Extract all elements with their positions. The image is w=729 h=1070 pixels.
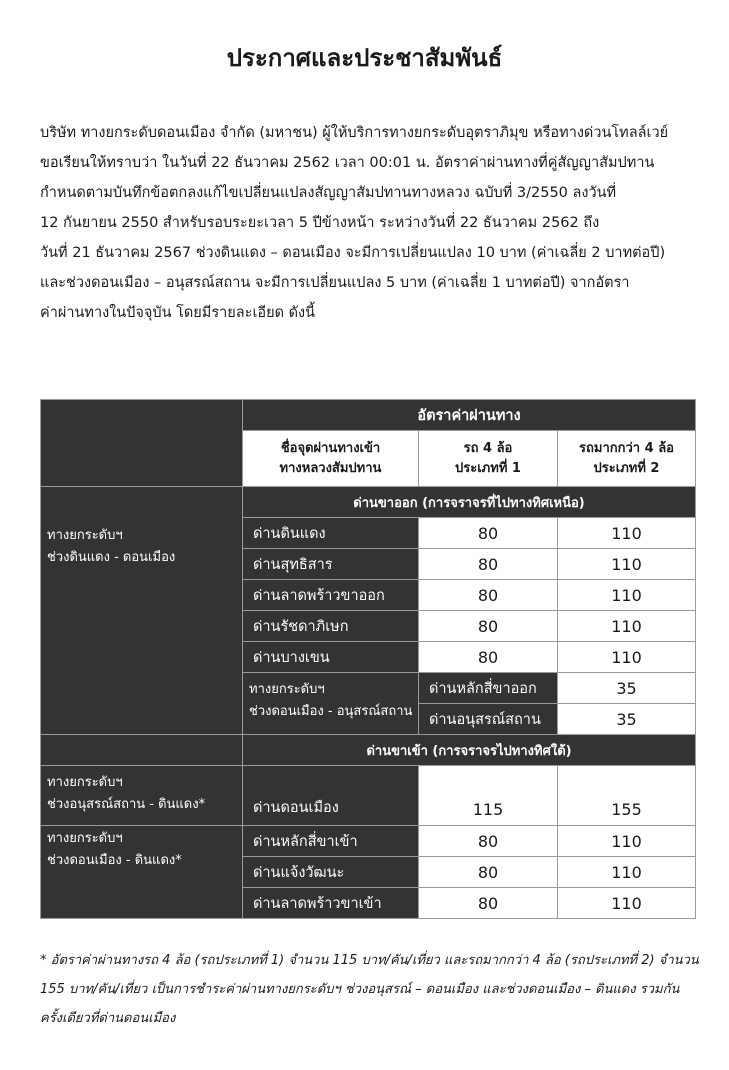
rate-car4: 80 xyxy=(419,549,558,580)
rate-car-over4: 110 xyxy=(558,518,696,549)
plaza-name: ด่านสุทธิสาร xyxy=(243,549,419,580)
rate-car-over4: 110 xyxy=(558,642,696,673)
section-outbound: ด่านขาออก (การจราจรที่ไปทางทิศเหนือ) xyxy=(243,487,696,518)
rate-car4: 80 xyxy=(419,642,558,673)
column-header-car-over4 xyxy=(558,431,696,487)
group-cell-donmueang-anusorn xyxy=(243,673,419,735)
rate-car-over4: 110 xyxy=(558,857,696,888)
page-title: ประกาศและประชาสัมพันธ์ xyxy=(226,44,503,72)
rate-car4: 80 xyxy=(419,611,558,642)
section-inbound: ด่านขาเข้า (การจราจรไปทางทิศใต้) xyxy=(243,735,696,766)
rate-car4: 80 xyxy=(419,857,558,888)
column-header-text: ชื่อจุดผ่านทางเข้า xyxy=(280,440,381,456)
rate-car4: 80 xyxy=(419,580,558,611)
group-cell-anusorn-dindaeng xyxy=(41,766,243,826)
intro-line: วันที่ 21 ธันวาคม 2567 ช่วงดินแดง – ดอนเมือง จะมีการเปลี่ยนแปลง 10 บาท (ค่าเฉลี่ย 2 บาทต่อปี) xyxy=(40,245,666,261)
group-label xyxy=(41,487,242,569)
group-cell-donmueang-dindaeng xyxy=(41,826,243,919)
table-spacer xyxy=(41,735,243,766)
column-header-text: ประเภทที่ 2 xyxy=(593,460,660,476)
footnote-line: 155 บาท/คัน/เที่ยว เป็นการชำระค่าผ่านทางยกระดับฯ ช่วงอนุสรณ์ – ดอนเมือง และช่วงดอนเมือง – ดินแดง รวมกัน xyxy=(40,982,680,997)
rate-car-over4: 110 xyxy=(558,549,696,580)
column-header-text: รถ 4 ล้อ xyxy=(463,440,513,456)
column-header-car4 xyxy=(419,431,558,487)
intro-line: บริษัท ทางยกระดับดอนเมือง จำกัด (มหาชน) ผู้ให้บริการทางยกระดับอุตราภิมุข หรือทางด่วนโทลล์เวย์ xyxy=(40,125,669,141)
table-row xyxy=(41,766,696,826)
rate-car-over4: 110 xyxy=(558,826,696,857)
plaza-name: ด่านอนุสรณ์สถาน xyxy=(419,704,558,735)
rate-car4: 35 xyxy=(558,704,696,735)
group-label-line: ทางยกระดับฯ xyxy=(47,831,123,846)
plaza-name: ด่านหลักสี่ขาออก xyxy=(419,673,558,704)
intro-line: ค่าผ่านทางในปัจจุบัน โดยมีรายละเอียด ดังนี้ xyxy=(40,305,316,321)
group-label-line: ช่วงดินแดง - ดอนเมือง xyxy=(47,550,176,565)
rate-car4: 80 xyxy=(419,826,558,857)
rate-car4: 80 xyxy=(419,888,558,919)
rate-car4: 35 xyxy=(558,673,696,704)
rate-car-over4: 110 xyxy=(558,888,696,919)
plaza-name: ด่านบางเขน xyxy=(243,642,419,673)
column-header-text: ทางหลวงสัมปทาน xyxy=(279,460,382,476)
rate-car4: 115 xyxy=(419,766,558,826)
column-header-text: รถมากกว่า 4 ล้อ xyxy=(579,440,674,456)
table-header: อัตราค่าผ่านทาง xyxy=(243,400,696,431)
rate-car-over4: 110 xyxy=(558,611,696,642)
intro-line: ขอเรียนให้ทราบว่า ในวันที่ 22 ธันวาคม 2562 เวลา 00:01 น. อัตราค่าผ่านทางที่คู่สัญญาสัมปทาน xyxy=(40,155,655,171)
group-label-line: ช่วงอนุสรณ์สถาน - ดินแดง* xyxy=(47,797,206,812)
group-label-line: ทางยกระดับฯ xyxy=(47,528,123,543)
plaza-name: ด่านดินแดง xyxy=(243,518,419,549)
table-row xyxy=(41,826,696,857)
group-cell-dindaeng-donmueang xyxy=(41,487,243,735)
group-label-line: ช่วงดอนเมือง - อนุสรณ์สถาน xyxy=(249,704,413,719)
plaza-name: ด่านลาดพร้าวขาเข้า xyxy=(243,888,419,919)
table-corner xyxy=(41,400,243,487)
rate-car-over4: 110 xyxy=(558,580,696,611)
intro-line: 12 กันยายน 2550 สำหรับรอบระยะเวลา 5 ปีข้างหน้า ระหว่างวันที่ 22 ธันวาคม 2562 ถึง xyxy=(40,215,600,231)
intro-line: และช่วงดอนเมือง – อนุสรณ์สถาน จะมีการเปลี่ยนแปลง 5 บาท (ค่าเฉลี่ย 1 บาทต่อปี) จากอัตรา xyxy=(40,275,630,291)
intro-line: กำหนดตามบันทึกข้อตกลงแก้ไขเปลี่ยนแปลงสัญญาสัมปทานทางหลวง ฉบับที่ 3/2550 ลงวันที่ xyxy=(40,185,617,201)
group-label-line: ช่วงดอนเมือง - ดินแดง* xyxy=(47,853,182,868)
intro-paragraph xyxy=(40,118,695,328)
rate-car-over4: 155 xyxy=(558,766,696,826)
footnote-line: ครั้งเดียวที่ด่านดอนเมือง xyxy=(40,1011,176,1026)
column-header-text: ประเภทที่ 1 xyxy=(455,460,521,476)
plaza-name: ด่านแจ้งวัฒนะ xyxy=(243,857,419,888)
plaza-name: ด่านดอนเมือง xyxy=(243,766,419,826)
footnote xyxy=(40,946,705,1033)
plaza-name: ด่านรัชดาภิเษก xyxy=(243,611,419,642)
plaza-name: ด่านลาดพร้าวขาออก xyxy=(243,580,419,611)
rate-car4: 80 xyxy=(419,518,558,549)
column-header-plaza xyxy=(243,431,419,487)
plaza-name: ด่านหลักสี่ขาเข้า xyxy=(243,826,419,857)
toll-rate-table xyxy=(40,399,696,919)
footnote-line: * อัตราค่าผ่านทางรถ 4 ล้อ (รถประเภทที่ 1) จำนวน 115 บาท/คัน/เที่ยว และรถมากกว่า 4 ล้อ (รถประเภทที่ 2) จำนวน xyxy=(40,953,699,968)
group-label-line: ทางยกระดับฯ xyxy=(47,775,123,790)
group-label-line: ทางยกระดับฯ xyxy=(249,682,325,697)
